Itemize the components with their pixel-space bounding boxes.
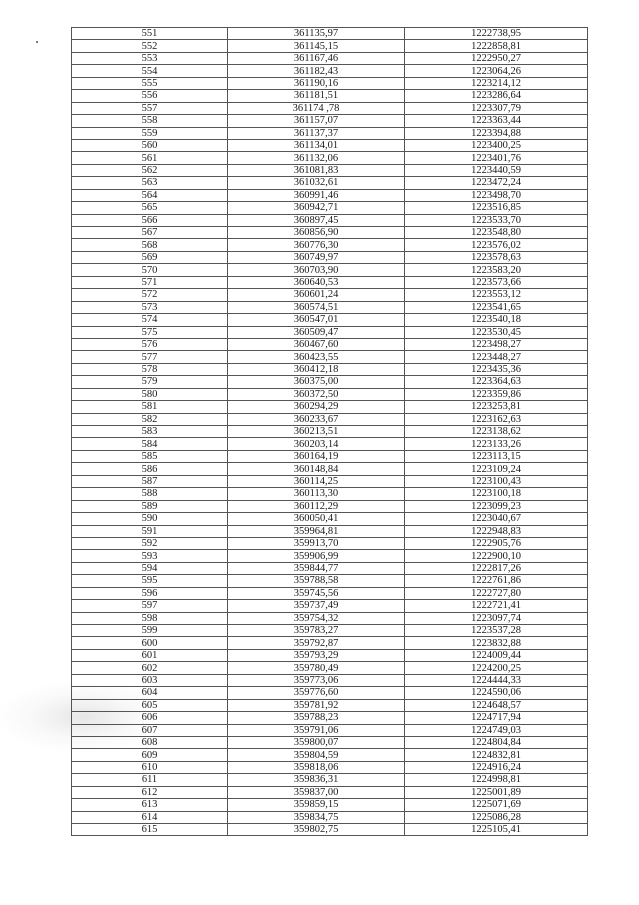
table-row <box>72 475 588 487</box>
x-coordinate-cell: 359818,06 <box>228 761 405 773</box>
x-coordinate-cell: 361145,15 <box>228 40 405 52</box>
point-number-cell: 593 <box>72 550 228 562</box>
table-row <box>72 612 588 624</box>
y-coordinate-cell: 1223100,43 <box>405 475 588 487</box>
point-number-cell: 613 <box>72 799 228 811</box>
point-number-cell: 592 <box>72 537 228 549</box>
point-number-cell: 571 <box>72 276 228 288</box>
y-coordinate-cell: 1224916,24 <box>405 761 588 773</box>
x-coordinate-cell: 359964,81 <box>228 525 405 537</box>
y-coordinate-cell: 1223541,65 <box>405 301 588 313</box>
table-row <box>72 625 588 637</box>
y-coordinate-cell: 1223394,88 <box>405 127 588 139</box>
x-coordinate-cell: 360776,30 <box>228 239 405 251</box>
y-coordinate-cell: 1223100,18 <box>405 488 588 500</box>
x-coordinate-cell: 359737,49 <box>228 600 405 612</box>
table-row <box>72 500 588 512</box>
point-number-cell: 589 <box>72 500 228 512</box>
point-number-cell: 612 <box>72 786 228 798</box>
point-number-cell: 577 <box>72 351 228 363</box>
table-row <box>72 177 588 189</box>
point-number-cell: 597 <box>72 600 228 612</box>
point-number-cell: 608 <box>72 736 228 748</box>
x-coordinate-cell: 360114,25 <box>228 475 405 487</box>
x-coordinate-cell: 359913,70 <box>228 537 405 549</box>
table-row <box>72 102 588 114</box>
table-row <box>72 227 588 239</box>
table-row <box>72 513 588 525</box>
x-coordinate-cell: 359802,75 <box>228 824 405 836</box>
y-coordinate-cell: 1223440,59 <box>405 164 588 176</box>
table-row <box>72 811 588 823</box>
point-number-cell: 603 <box>72 674 228 686</box>
y-coordinate-cell: 1224009,44 <box>405 649 588 661</box>
x-coordinate-cell: 359788,23 <box>228 712 405 724</box>
point-number-cell: 560 <box>72 139 228 151</box>
table-row <box>72 562 588 574</box>
table-row <box>72 28 588 40</box>
x-coordinate-cell: 361167,46 <box>228 52 405 64</box>
table-row <box>72 189 588 201</box>
y-coordinate-cell: 1223573,66 <box>405 276 588 288</box>
table-row <box>72 289 588 301</box>
x-coordinate-cell: 359859,15 <box>228 799 405 811</box>
x-coordinate-cell: 361137,37 <box>228 127 405 139</box>
y-coordinate-cell: 1223286,64 <box>405 90 588 102</box>
table-row <box>72 276 588 288</box>
y-coordinate-cell: 1223516,85 <box>405 202 588 214</box>
y-coordinate-cell: 1223253,81 <box>405 401 588 413</box>
y-coordinate-cell: 1223400,25 <box>405 139 588 151</box>
table-row <box>72 127 588 139</box>
x-coordinate-cell: 359844,77 <box>228 562 405 574</box>
x-coordinate-cell: 359837,00 <box>228 786 405 798</box>
x-coordinate-cell: 360164,19 <box>228 450 405 462</box>
x-coordinate-cell: 360372,50 <box>228 388 405 400</box>
x-coordinate-cell: 360294,29 <box>228 401 405 413</box>
point-number-cell: 575 <box>72 326 228 338</box>
table-row <box>72 314 588 326</box>
table-row <box>72 824 588 836</box>
point-number-cell: 594 <box>72 562 228 574</box>
x-coordinate-cell: 359793,29 <box>228 649 405 661</box>
y-coordinate-cell: 1224832,81 <box>405 749 588 761</box>
point-number-cell: 562 <box>72 164 228 176</box>
point-number-cell: 590 <box>72 513 228 525</box>
point-number-cell: 555 <box>72 77 228 89</box>
x-coordinate-cell: 360233,67 <box>228 413 405 425</box>
point-number-cell: 582 <box>72 413 228 425</box>
x-coordinate-cell: 360897,45 <box>228 214 405 226</box>
y-coordinate-cell: 1223097,74 <box>405 612 588 624</box>
y-coordinate-cell: 1223832,88 <box>405 637 588 649</box>
point-number-cell: 598 <box>72 612 228 624</box>
point-number-cell: 561 <box>72 152 228 164</box>
table-row <box>72 351 588 363</box>
table-row <box>72 77 588 89</box>
x-coordinate-cell: 360547,01 <box>228 314 405 326</box>
y-coordinate-cell: 1223214,12 <box>405 77 588 89</box>
x-coordinate-cell: 361134,01 <box>228 139 405 151</box>
table-row <box>72 749 588 761</box>
point-number-cell: 559 <box>72 127 228 139</box>
x-coordinate-cell: 360703,90 <box>228 264 405 276</box>
x-coordinate-cell: 359836,31 <box>228 774 405 786</box>
table-row <box>72 264 588 276</box>
y-coordinate-cell: 1222900,10 <box>405 550 588 562</box>
point-number-cell: 596 <box>72 587 228 599</box>
y-coordinate-cell: 1223537,28 <box>405 625 588 637</box>
table-row <box>72 52 588 64</box>
table-row <box>72 450 588 462</box>
x-coordinate-cell: 360601,24 <box>228 289 405 301</box>
y-coordinate-cell: 1224717,94 <box>405 712 588 724</box>
y-coordinate-cell: 1223540,18 <box>405 314 588 326</box>
y-coordinate-cell: 1222948,83 <box>405 525 588 537</box>
point-number-cell: 558 <box>72 115 228 127</box>
x-coordinate-cell: 360375,00 <box>228 376 405 388</box>
table-row <box>72 401 588 413</box>
table-row <box>72 326 588 338</box>
y-coordinate-cell: 1224648,57 <box>405 699 588 711</box>
y-coordinate-cell: 1222721,41 <box>405 600 588 612</box>
table-row <box>72 90 588 102</box>
x-coordinate-cell: 360112,29 <box>228 500 405 512</box>
table-row <box>72 139 588 151</box>
table-row <box>72 687 588 699</box>
point-number-cell: 565 <box>72 202 228 214</box>
table-row <box>72 164 588 176</box>
point-number-cell: 570 <box>72 264 228 276</box>
y-coordinate-cell: 1223133,26 <box>405 438 588 450</box>
y-coordinate-cell: 1223162,63 <box>405 413 588 425</box>
y-coordinate-cell: 1223113,15 <box>405 450 588 462</box>
y-coordinate-cell: 1223359,86 <box>405 388 588 400</box>
y-coordinate-cell: 1222950,27 <box>405 52 588 64</box>
y-coordinate-cell: 1223401,76 <box>405 152 588 164</box>
table-row <box>72 537 588 549</box>
table-row <box>72 438 588 450</box>
y-coordinate-cell: 1223576,02 <box>405 239 588 251</box>
x-coordinate-cell: 361081,83 <box>228 164 405 176</box>
x-coordinate-cell: 359792,87 <box>228 637 405 649</box>
point-number-cell: 586 <box>72 463 228 475</box>
point-number-cell: 607 <box>72 724 228 736</box>
y-coordinate-cell: 1222905,76 <box>405 537 588 549</box>
x-coordinate-cell: 359783,27 <box>228 625 405 637</box>
table-row <box>72 712 588 724</box>
point-number-cell: 573 <box>72 301 228 313</box>
x-coordinate-cell: 360991,46 <box>228 189 405 201</box>
table-row <box>72 363 588 375</box>
table-row <box>72 202 588 214</box>
x-coordinate-cell: 359906,99 <box>228 550 405 562</box>
table-row <box>72 550 588 562</box>
y-coordinate-cell: 1223064,26 <box>405 65 588 77</box>
x-coordinate-cell: 359745,56 <box>228 587 405 599</box>
y-coordinate-cell: 1223498,70 <box>405 189 588 201</box>
x-coordinate-cell: 361182,43 <box>228 65 405 77</box>
table-row <box>72 388 588 400</box>
point-number-cell: 587 <box>72 475 228 487</box>
y-coordinate-cell: 1222858,81 <box>405 40 588 52</box>
y-coordinate-cell: 1223099,23 <box>405 500 588 512</box>
point-number-cell: 599 <box>72 625 228 637</box>
point-number-cell: 578 <box>72 363 228 375</box>
table-row <box>72 463 588 475</box>
y-coordinate-cell: 1223109,24 <box>405 463 588 475</box>
table-row <box>72 674 588 686</box>
point-number-cell: 557 <box>72 102 228 114</box>
y-coordinate-cell: 1223548,80 <box>405 227 588 239</box>
y-coordinate-cell: 1223448,27 <box>405 351 588 363</box>
x-coordinate-cell: 359804,59 <box>228 749 405 761</box>
table-row <box>72 152 588 164</box>
point-number-cell: 583 <box>72 426 228 438</box>
x-coordinate-cell: 359800,07 <box>228 736 405 748</box>
table-row <box>72 774 588 786</box>
point-number-cell: 614 <box>72 811 228 823</box>
table-row <box>72 649 588 661</box>
point-number-cell: 569 <box>72 251 228 263</box>
x-coordinate-cell: 361157,07 <box>228 115 405 127</box>
table-row <box>72 214 588 226</box>
y-coordinate-cell: 1223530,45 <box>405 326 588 338</box>
point-number-cell: 553 <box>72 52 228 64</box>
y-coordinate-cell: 1223498,27 <box>405 338 588 350</box>
x-coordinate-cell: 359791,06 <box>228 724 405 736</box>
x-coordinate-cell: 360749,97 <box>228 251 405 263</box>
point-number-cell: 563 <box>72 177 228 189</box>
point-number-cell: 580 <box>72 388 228 400</box>
x-coordinate-cell: 360423,55 <box>228 351 405 363</box>
table-row <box>72 575 588 587</box>
point-number-cell: 602 <box>72 662 228 674</box>
y-coordinate-cell: 1224590,06 <box>405 687 588 699</box>
y-coordinate-cell: 1223040,67 <box>405 513 588 525</box>
y-coordinate-cell: 1224200,25 <box>405 662 588 674</box>
x-coordinate-cell: 360574,51 <box>228 301 405 313</box>
point-number-cell: 572 <box>72 289 228 301</box>
point-number-cell: 552 <box>72 40 228 52</box>
x-coordinate-cell: 361132,06 <box>228 152 405 164</box>
table-row <box>72 799 588 811</box>
point-number-cell: 568 <box>72 239 228 251</box>
coordinates-table <box>71 27 588 836</box>
scan-speck <box>36 41 38 43</box>
table-row <box>72 736 588 748</box>
point-number-cell: 611 <box>72 774 228 786</box>
table-row <box>72 65 588 77</box>
x-coordinate-cell: 360050,41 <box>228 513 405 525</box>
table-row <box>72 251 588 263</box>
y-coordinate-cell: 1224749,03 <box>405 724 588 736</box>
point-number-cell: 595 <box>72 575 228 587</box>
x-coordinate-cell: 361190,16 <box>228 77 405 89</box>
point-number-cell: 574 <box>72 314 228 326</box>
y-coordinate-cell: 1223553,12 <box>405 289 588 301</box>
x-coordinate-cell: 360942,71 <box>228 202 405 214</box>
y-coordinate-cell: 1222727,80 <box>405 587 588 599</box>
x-coordinate-cell: 360148,84 <box>228 463 405 475</box>
y-coordinate-cell: 1223363,44 <box>405 115 588 127</box>
y-coordinate-cell: 1225086,28 <box>405 811 588 823</box>
point-number-cell: 581 <box>72 401 228 413</box>
y-coordinate-cell: 1222817,26 <box>405 562 588 574</box>
x-coordinate-cell: 360203,14 <box>228 438 405 450</box>
x-coordinate-cell: 360412,18 <box>228 363 405 375</box>
x-coordinate-cell: 361135,97 <box>228 28 405 40</box>
y-coordinate-cell: 1223533,70 <box>405 214 588 226</box>
x-coordinate-cell: 359773,06 <box>228 674 405 686</box>
table-row <box>72 724 588 736</box>
table-row <box>72 525 588 537</box>
y-coordinate-cell: 1223583,20 <box>405 264 588 276</box>
y-coordinate-cell: 1223578,63 <box>405 251 588 263</box>
table-row <box>72 115 588 127</box>
point-number-cell: 584 <box>72 438 228 450</box>
point-number-cell: 615 <box>72 824 228 836</box>
point-number-cell: 606 <box>72 712 228 724</box>
y-coordinate-cell: 1222761,86 <box>405 575 588 587</box>
x-coordinate-cell: 360213,51 <box>228 426 405 438</box>
point-number-cell: 585 <box>72 450 228 462</box>
coordinates-table-body <box>72 28 588 836</box>
point-number-cell: 600 <box>72 637 228 649</box>
table-row <box>72 662 588 674</box>
table-row <box>72 488 588 500</box>
table-row <box>72 587 588 599</box>
x-coordinate-cell: 359834,75 <box>228 811 405 823</box>
y-coordinate-cell: 1223307,79 <box>405 102 588 114</box>
x-coordinate-cell: 361032,61 <box>228 177 405 189</box>
point-number-cell: 554 <box>72 65 228 77</box>
x-coordinate-cell: 359788,58 <box>228 575 405 587</box>
y-coordinate-cell: 1222738,95 <box>405 28 588 40</box>
x-coordinate-cell: 360113,30 <box>228 488 405 500</box>
table-row <box>72 338 588 350</box>
point-number-cell: 605 <box>72 699 228 711</box>
table-row <box>72 426 588 438</box>
x-coordinate-cell: 360467,60 <box>228 338 405 350</box>
y-coordinate-cell: 1225001,89 <box>405 786 588 798</box>
table-row <box>72 761 588 773</box>
x-coordinate-cell: 360640,53 <box>228 276 405 288</box>
y-coordinate-cell: 1223435,36 <box>405 363 588 375</box>
table-row <box>72 301 588 313</box>
y-coordinate-cell: 1224444,33 <box>405 674 588 686</box>
y-coordinate-cell: 1223472,24 <box>405 177 588 189</box>
x-coordinate-cell: 359781,92 <box>228 699 405 711</box>
table-row <box>72 40 588 52</box>
table-row <box>72 239 588 251</box>
table-row <box>72 413 588 425</box>
x-coordinate-cell: 360509,47 <box>228 326 405 338</box>
point-number-cell: 591 <box>72 525 228 537</box>
point-number-cell: 551 <box>72 28 228 40</box>
point-number-cell: 588 <box>72 488 228 500</box>
point-number-cell: 609 <box>72 749 228 761</box>
x-coordinate-cell: 361174 ,78 <box>228 102 405 114</box>
table-row <box>72 786 588 798</box>
point-number-cell: 567 <box>72 227 228 239</box>
point-number-cell: 604 <box>72 687 228 699</box>
y-coordinate-cell: 1223138,62 <box>405 426 588 438</box>
point-number-cell: 601 <box>72 649 228 661</box>
table-row <box>72 637 588 649</box>
x-coordinate-cell: 361181,51 <box>228 90 405 102</box>
point-number-cell: 556 <box>72 90 228 102</box>
table-row <box>72 376 588 388</box>
x-coordinate-cell: 360856,90 <box>228 227 405 239</box>
y-coordinate-cell: 1223364,63 <box>405 376 588 388</box>
point-number-cell: 564 <box>72 189 228 201</box>
table-row <box>72 699 588 711</box>
point-number-cell: 579 <box>72 376 228 388</box>
x-coordinate-cell: 359780,49 <box>228 662 405 674</box>
x-coordinate-cell: 359754,32 <box>228 612 405 624</box>
y-coordinate-cell: 1225105,41 <box>405 824 588 836</box>
table-row <box>72 600 588 612</box>
x-coordinate-cell: 359776,60 <box>228 687 405 699</box>
point-number-cell: 610 <box>72 761 228 773</box>
y-coordinate-cell: 1224804,84 <box>405 736 588 748</box>
y-coordinate-cell: 1225071,69 <box>405 799 588 811</box>
y-coordinate-cell: 1224998,81 <box>405 774 588 786</box>
point-number-cell: 566 <box>72 214 228 226</box>
point-number-cell: 576 <box>72 338 228 350</box>
